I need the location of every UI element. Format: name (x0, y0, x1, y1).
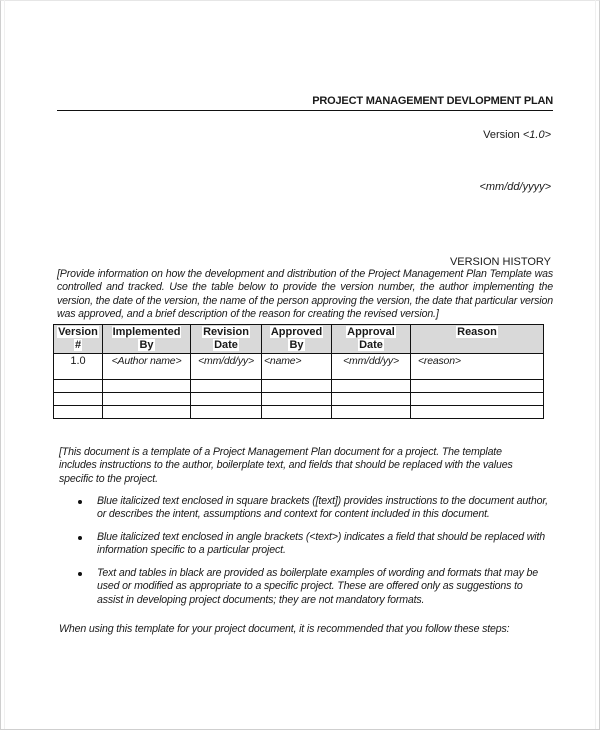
bullet-icon (78, 536, 82, 540)
column-header-approval-date: Approval Date (332, 325, 411, 354)
document-title: PROJECT MANAGEMENT DEVLOPMENT PLAN (57, 94, 553, 111)
cell-approved-by[interactable] (262, 380, 332, 393)
template-intro-paragraph: [This document is a template of a Project Management Plan document for a project. The template includes instructions to the author, boilerplate text, and fields that should be replaced with the values specific to the project. (59, 446, 513, 485)
template-guidelines-list (78, 495, 548, 617)
version-history-table (53, 324, 544, 419)
column-header-reason: Reason (411, 325, 544, 354)
cell-implemented-by[interactable] (103, 393, 191, 406)
cell-reason[interactable]: <reason> (411, 354, 544, 380)
cell-approval-date[interactable] (332, 380, 411, 393)
column-header-approved-by: Approved By (262, 325, 332, 354)
cell-version[interactable] (54, 380, 103, 393)
cell-revision-date[interactable] (191, 393, 262, 406)
cell-version[interactable] (54, 406, 103, 419)
list-item (78, 567, 548, 607)
cell-reason[interactable] (411, 380, 544, 393)
cell-reason[interactable] (411, 393, 544, 406)
list-item-text: Blue italicized text enclosed in angle brackets (<text>) indicates a field that should be replaced with information specific to a particular project. (97, 531, 546, 557)
cell-approved-by[interactable] (262, 406, 332, 419)
cell-approval-date[interactable] (332, 406, 411, 419)
version-history-instructions: [Provide information on how the development and distribution of the Project Management Plan Template was controlled and tracked. Use the table below to provide the version number, the author implementing the version, the date of the version, the name of the person approving the version, the date that particular version was approved, and a brief description of the reason for creating the revised version.] (57, 268, 553, 320)
table-row (54, 393, 544, 406)
cell-approved-by[interactable]: <name> (262, 354, 332, 380)
bullet-icon (78, 572, 82, 576)
version-history-heading: VERSION HISTORY (449, 256, 551, 268)
version-line (483, 128, 551, 142)
version-label: Version (483, 129, 523, 141)
column-header-implemented-by: Implemented By (103, 325, 191, 354)
version-value-field[interactable]: <1.0> (522, 129, 551, 141)
closing-paragraph: When using this template for your project document, it is recommended that you follow these steps: (59, 623, 510, 635)
cell-reason[interactable] (411, 406, 544, 419)
list-item (78, 495, 548, 522)
table-header-row (54, 325, 544, 354)
table-row (54, 406, 544, 419)
list-item-text: Blue italicized text enclosed in square brackets ([text]) provides instructions to the document author, or describes the intent, assumptions and context for content included in this document. (97, 495, 548, 521)
cell-approval-date[interactable]: <mm/dd/yy> (332, 354, 411, 380)
list-item (78, 531, 548, 558)
cell-implemented-by[interactable]: <Author name> (103, 354, 191, 380)
cell-revision-date[interactable]: <mm/dd/yy> (191, 354, 262, 380)
cell-revision-date[interactable] (191, 406, 262, 419)
column-header-revision-date: Revision Date (191, 325, 262, 354)
cell-approval-date[interactable] (332, 393, 411, 406)
list-item-text: Text and tables in black are provided as boilerplate examples of wording and formats that may be used or modified as appropriate to a specific project. These are offered only as suggestions to assist in developing project documents; they are not mandatory formats. (97, 567, 538, 606)
bullet-icon (78, 500, 82, 504)
column-header-version: Version # (54, 325, 103, 354)
cell-implemented-by[interactable] (103, 406, 191, 419)
table-row (54, 354, 544, 380)
document-date-field[interactable]: <mm/dd/yyyy> (479, 181, 551, 193)
cell-version[interactable] (54, 393, 103, 406)
cell-implemented-by[interactable] (103, 380, 191, 393)
cell-approved-by[interactable] (262, 393, 332, 406)
cell-version[interactable]: 1.0 (54, 354, 103, 380)
cell-revision-date[interactable] (191, 380, 262, 393)
table-row (54, 380, 544, 393)
